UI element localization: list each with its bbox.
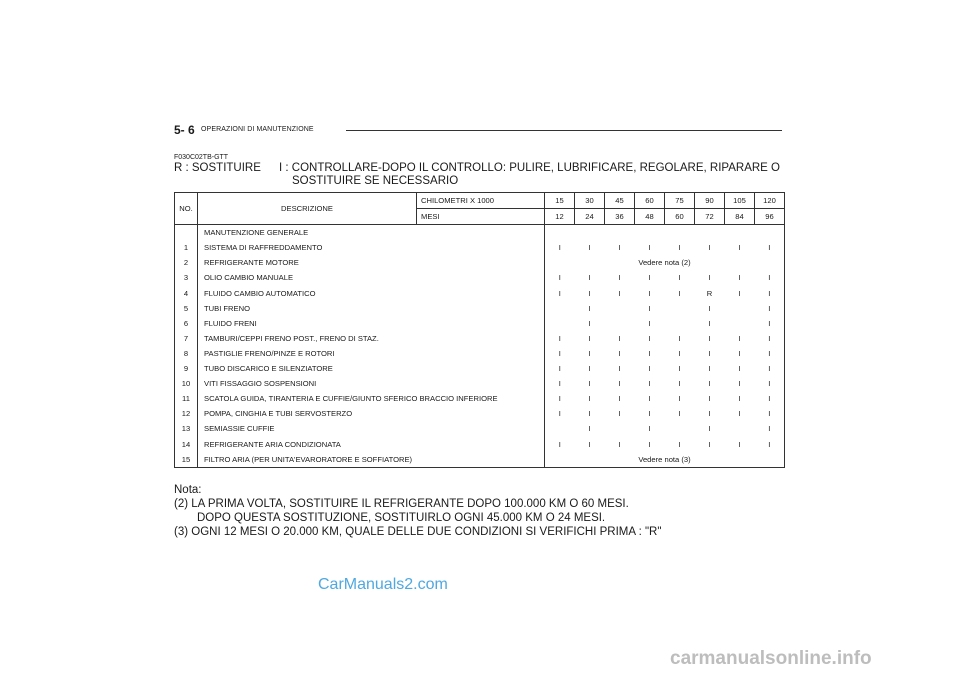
km-value: 45	[605, 193, 635, 209]
schedule-mark: I	[708, 243, 711, 253]
schedule-mark: I	[618, 409, 621, 419]
notes	[174, 483, 661, 539]
table-row	[175, 270, 785, 285]
schedule-mark: I	[618, 288, 621, 298]
schedule-mark: I	[738, 439, 741, 449]
row-number: 14	[175, 437, 198, 452]
schedule-mark: I	[755, 346, 785, 361]
schedule-mark: I	[618, 379, 621, 389]
schedule-mark: I	[708, 273, 711, 283]
schedule-mark: I	[738, 243, 741, 253]
schedule-mark: I	[738, 379, 741, 389]
column-header-description: DESCRIZIONE	[198, 193, 417, 225]
column-header-no: NO.	[175, 193, 198, 225]
row-note: Vedere nota (2)	[545, 255, 785, 270]
schedule-mark: I	[678, 273, 681, 283]
km-value: 30	[575, 193, 605, 209]
schedule-mark: I	[708, 333, 711, 343]
schedule-mark: I	[588, 348, 591, 358]
months-value: 12	[545, 209, 575, 225]
schedule-mark	[545, 316, 575, 331]
schedule-mark	[545, 301, 575, 316]
schedule-mark: I	[618, 394, 621, 404]
schedule-mark: R	[706, 288, 713, 298]
row-number: 12	[175, 406, 198, 421]
schedule-mark: I	[678, 333, 681, 343]
row-number: 15	[175, 452, 198, 468]
schedule-mark: I	[545, 391, 575, 406]
months-value: 84	[725, 209, 755, 225]
schedule-mark: I	[708, 318, 711, 328]
schedule-mark: I	[588, 288, 591, 298]
schedule-mark: I	[618, 333, 621, 343]
legend-replace: R : SOSTITUIRE	[174, 162, 261, 174]
row-number: 9	[175, 361, 198, 376]
months-value: 96	[755, 209, 785, 225]
row-description: PASTIGLIE FRENO/PINZE E ROTORI	[198, 346, 545, 361]
schedule-mark: I	[545, 406, 575, 421]
schedule-mark: I	[755, 421, 785, 436]
months-value: 72	[695, 209, 725, 225]
schedule-mark: I	[648, 364, 651, 374]
schedule-mark: I	[648, 303, 651, 313]
schedule-mark: I	[588, 394, 591, 404]
schedule-mark: I	[545, 240, 575, 255]
row-number: 10	[175, 376, 198, 391]
schedule-mark: I	[708, 364, 711, 374]
schedule-mark: I	[738, 273, 741, 283]
km-value: 15	[545, 193, 575, 209]
row-number: 11	[175, 391, 198, 406]
schedule-mark	[665, 421, 695, 436]
km-label: CHILOMETRI X 1000	[417, 193, 545, 209]
schedule-mark: I	[648, 273, 651, 283]
km-value: 90	[695, 193, 725, 209]
schedule-mark	[725, 301, 755, 316]
schedule-mark: I	[678, 288, 681, 298]
section-title: OPERAZIONI DI MANUTENZIONE	[201, 126, 314, 133]
schedule-mark: I	[708, 379, 711, 389]
table-row	[175, 421, 785, 436]
schedule-mark: I	[648, 409, 651, 419]
schedule-mark: I	[678, 394, 681, 404]
row-number: 6	[175, 316, 198, 331]
schedule-mark: I	[545, 331, 575, 346]
row-description: FLUIDO CAMBIO AUTOMATICO	[198, 286, 545, 301]
schedule-mark: I	[738, 364, 741, 374]
schedule-mark	[605, 301, 635, 316]
row-description: REFRIGERANTE MOTORE	[198, 255, 545, 270]
row-description: POMPA, CINGHIA E TUBI SERVOSTERZO	[198, 406, 545, 421]
schedule-mark: I	[588, 424, 591, 434]
row-description: SISTEMA DI RAFFREDDAMENTO	[198, 240, 545, 255]
note-2-continued: DOPO QUESTA SOSTITUZIONE, SOSTITUIRLO OGNI 45.000 KM O 24 MESI.	[197, 512, 606, 524]
table-row	[175, 301, 785, 316]
row-number: 4	[175, 286, 198, 301]
table-row	[175, 240, 785, 255]
schedule-mark: I	[755, 270, 785, 285]
km-value: 120	[755, 193, 785, 209]
schedule-mark: I	[738, 409, 741, 419]
schedule-mark: I	[648, 394, 651, 404]
schedule-mark: I	[588, 379, 591, 389]
schedule-mark: I	[678, 364, 681, 374]
row-description: TUBO DISCARICO E SILENZIATORE	[198, 361, 545, 376]
schedule-mark: I	[755, 331, 785, 346]
schedule-mark: I	[588, 333, 591, 343]
row-description: REFRIGERANTE ARIA CONDIZIONATA	[198, 437, 545, 452]
schedule-mark: I	[678, 409, 681, 419]
schedule-mark: I	[755, 391, 785, 406]
notes-title: Nota:	[174, 484, 202, 496]
row-description: FLUIDO FRENI	[198, 316, 545, 331]
schedule-mark: I	[545, 376, 575, 391]
row-description: MANUTENZIONE GENERALE	[198, 225, 545, 241]
row-description: SEMIASSIE CUFFIE	[198, 421, 545, 436]
schedule-mark: I	[678, 379, 681, 389]
row-description: TUBI FRENO	[198, 301, 545, 316]
legend-inspect: I : CONTROLLARE-DOPO IL CONTROLLO: PULIRE, LUBRIFICARE, REGOLARE, RIPARARE O	[279, 162, 780, 174]
header-rule	[346, 130, 782, 131]
maintenance-schedule-table	[174, 192, 785, 468]
table-row	[175, 331, 785, 346]
schedule-mark: I	[708, 424, 711, 434]
schedule-mark: I	[588, 318, 591, 328]
row-number: 13	[175, 421, 198, 436]
schedule-mark: I	[588, 303, 591, 313]
schedule-mark: I	[588, 364, 591, 374]
schedule-mark: I	[545, 437, 575, 452]
table-row	[175, 406, 785, 421]
table-row	[175, 286, 785, 301]
row-description: OLIO CAMBIO MANUALE	[198, 270, 545, 285]
schedule-mark: I	[588, 409, 591, 419]
table-row	[175, 437, 785, 452]
table-row	[175, 376, 785, 391]
km-value: 105	[725, 193, 755, 209]
schedule-mark: I	[618, 439, 621, 449]
schedule-mark: I	[755, 286, 785, 301]
row-number: 5	[175, 301, 198, 316]
page-number: 5- 6	[174, 123, 195, 137]
row-number	[175, 225, 198, 241]
schedule-mark: I	[588, 439, 591, 449]
watermark-carmanuals2[interactable]: CarManuals2.com	[318, 576, 448, 593]
schedule-mark	[605, 316, 635, 331]
row-description: FILTRO ARIA (PER UNITA'EVARORATORE E SOFFIATORE)	[198, 452, 545, 468]
table-row	[175, 316, 785, 331]
row-description: SCATOLA GUIDA, TIRANTERIA E CUFFIE/GIUNTO SFERICO BRACCIO INFERIORE	[198, 391, 545, 406]
schedule-mark: I	[648, 424, 651, 434]
table-header-row	[175, 193, 785, 209]
schedule-mark: I	[738, 348, 741, 358]
table-row	[175, 346, 785, 361]
row-number: 1	[175, 240, 198, 255]
schedule-mark: I	[755, 301, 785, 316]
table-row	[175, 391, 785, 406]
schedule-mark: I	[755, 361, 785, 376]
km-value: 75	[665, 193, 695, 209]
schedule-mark: I	[755, 316, 785, 331]
schedule-mark: I	[755, 406, 785, 421]
schedule-mark: I	[545, 286, 575, 301]
schedule-mark: I	[678, 439, 681, 449]
legend-inspect-continued: SOSTITUIRE SE NECESSARIO	[292, 175, 459, 187]
row-number: 8	[175, 346, 198, 361]
row-description: TAMBURI/CEPPI FRENO POST., FRENO DI STAZ.	[198, 331, 545, 346]
schedule-mark: I	[545, 361, 575, 376]
row-empty	[545, 225, 785, 241]
schedule-mark: I	[648, 379, 651, 389]
schedule-mark: I	[618, 243, 621, 253]
note-2: (2) LA PRIMA VOLTA, SOSTITUIRE IL REFRIGERANTE DOPO 100.000 KM O 60 MESI.	[174, 498, 629, 510]
schedule-mark: I	[738, 394, 741, 404]
schedule-mark: I	[678, 243, 681, 253]
table-row	[175, 452, 785, 468]
schedule-mark: I	[738, 288, 741, 298]
schedule-mark: I	[708, 303, 711, 313]
row-description: VITI FISSAGGIO SOSPENSIONI	[198, 376, 545, 391]
schedule-mark: I	[618, 348, 621, 358]
schedule-mark	[665, 316, 695, 331]
schedule-mark	[725, 421, 755, 436]
schedule-mark	[545, 421, 575, 436]
table-row	[175, 225, 785, 241]
schedule-mark: I	[755, 240, 785, 255]
schedule-mark: I	[545, 346, 575, 361]
schedule-mark: I	[755, 437, 785, 452]
schedule-mark: I	[648, 348, 651, 358]
table-row	[175, 361, 785, 376]
schedule-mark	[605, 421, 635, 436]
watermark-carmanualsonline[interactable]: carmanualsonline.info	[670, 648, 872, 669]
schedule-mark: I	[588, 273, 591, 283]
schedule-mark: I	[648, 318, 651, 328]
schedule-mark: I	[648, 288, 651, 298]
months-value: 24	[575, 209, 605, 225]
schedule-mark: I	[708, 409, 711, 419]
schedule-mark: I	[708, 394, 711, 404]
row-number: 3	[175, 270, 198, 285]
row-number: 2	[175, 255, 198, 270]
schedule-mark: I	[738, 333, 741, 343]
schedule-mark: I	[648, 243, 651, 253]
schedule-mark: I	[648, 439, 651, 449]
km-value: 60	[635, 193, 665, 209]
schedule-mark: I	[648, 333, 651, 343]
document-code: F030C02TB-GTT	[174, 154, 229, 161]
schedule-mark	[725, 316, 755, 331]
schedule-mark: I	[755, 376, 785, 391]
note-3: (3) OGNI 12 MESI O 20.000 KM, QUALE DELLE DUE CONDIZIONI SI VERIFICHI PRIMA : "R"	[174, 526, 662, 538]
schedule-mark: I	[618, 273, 621, 283]
row-number: 7	[175, 331, 198, 346]
schedule-mark: I	[588, 243, 591, 253]
schedule-mark: I	[545, 270, 575, 285]
months-value: 60	[665, 209, 695, 225]
row-note: Vedere nota (3)	[545, 452, 785, 468]
table-row	[175, 255, 785, 270]
months-value: 36	[605, 209, 635, 225]
months-label: MESI	[417, 209, 545, 225]
schedule-mark: I	[678, 348, 681, 358]
months-value: 48	[635, 209, 665, 225]
schedule-mark: I	[708, 348, 711, 358]
schedule-mark: I	[618, 364, 621, 374]
schedule-mark: I	[708, 439, 711, 449]
schedule-mark	[665, 301, 695, 316]
